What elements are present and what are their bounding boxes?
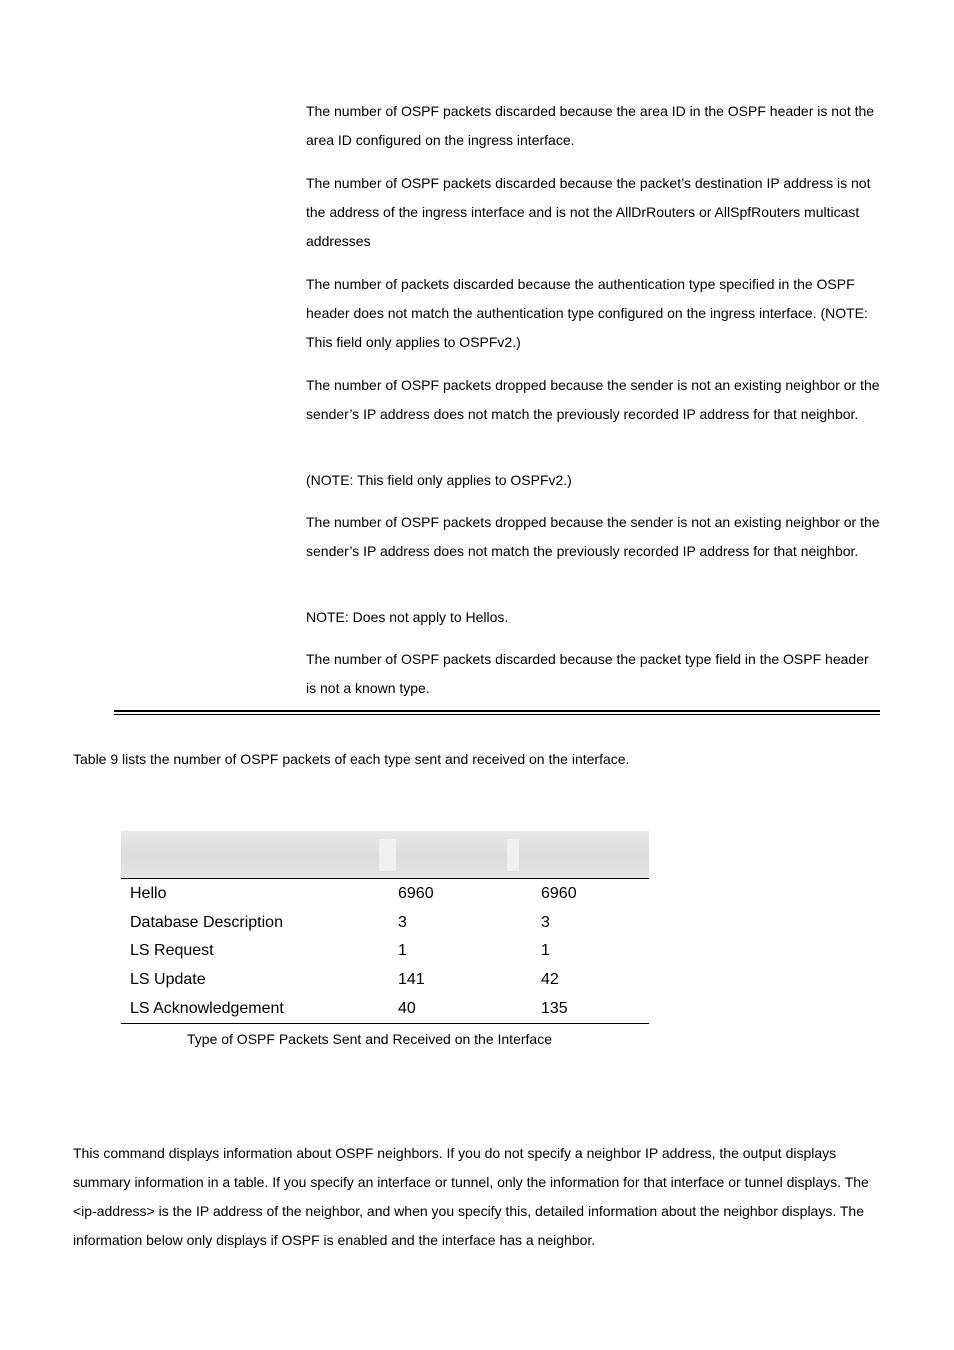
note-not-hellos: NOTE: Does not apply to Hellos. [306, 609, 509, 625]
description-area-id-mismatch: The number of OSPF packets discarded because the area ID in the OSPF header is not the area ID configured on the ingress interface. [306, 103, 875, 148]
header-divider [379, 839, 396, 871]
received-cell: 3 [541, 914, 550, 931]
sent-cell: 6960 [398, 885, 434, 902]
neighbor-command-description: This command displays information about OSPF neighbors. If you do not specify a neighbor IP address, the output displays summary information in a table. If you specify an interface or tunnel, only the information for that interface or tunnel displays. The <ip-address> is the IP address of the neighbor, and when you specify this, detailed information about the neighbor displays. The information below only displays if OSPF is enabled and the interface has a neighbor. [73, 1145, 869, 1248]
table-caption: Type of OSPF Packets Sent and Received on the Interface [187, 1031, 552, 1047]
received-cell: 135 [541, 1000, 568, 1017]
received-cell: 1 [541, 942, 550, 959]
table-row [121, 965, 649, 994]
table-end-rule-inner [114, 714, 880, 715]
table-row [121, 936, 649, 965]
sent-cell: 1 [398, 942, 407, 959]
packet-table-header [121, 831, 649, 879]
sent-cell: 40 [398, 1000, 416, 1017]
table-bottom-rule [121, 1023, 649, 1024]
packet-type-cell: Hello [130, 885, 167, 902]
received-cell: 42 [541, 971, 559, 988]
description-no-neighbor-2: The number of OSPF packets dropped because the sender is not an existing neighbor or the sender’s IP address does not match the previously recorded IP address for that neighbor. [306, 514, 880, 559]
description-unknown-type: The number of OSPF packets discarded because the packet type field in the OSPF header is not a known type. [306, 651, 869, 696]
note-ospfv2-only: (NOTE: This field only applies to OSPFv2.) [306, 472, 572, 488]
table-intro-text: Table 9 lists the number of OSPF packets of each type sent and received on the interface. [73, 751, 630, 767]
packet-type-cell: LS Request [130, 942, 214, 959]
table-row [121, 879, 649, 908]
table-end-rule [114, 710, 880, 712]
sent-cell: 3 [398, 914, 407, 931]
header-divider [507, 839, 519, 871]
table-row [121, 994, 649, 1023]
description-no-neighbor: The number of OSPF packets dropped because the sender is not an existing neighbor or the sender’s IP address does not match the previously recorded IP address for that neighbor. [306, 377, 880, 422]
table-row [121, 908, 649, 937]
description-auth-type-mismatch: The number of packets discarded because the authentication type specified in the OSPF header does not match the authentication type configured on the ingress interface. (NOTE: This field only applies to OSPFv2.) [306, 276, 868, 350]
sent-cell: 141 [398, 971, 425, 988]
received-cell: 6960 [541, 885, 577, 902]
packet-type-cell: LS Acknowledgement [130, 1000, 284, 1017]
packet-type-cell: Database Description [130, 914, 283, 931]
description-bad-destination: The number of OSPF packets discarded because the packet’s destination IP address is not the address of the ingress interface and is not the AllDrRouters or AllSpfRouters multicast addresses [306, 175, 871, 249]
packet-type-cell: LS Update [130, 971, 206, 988]
